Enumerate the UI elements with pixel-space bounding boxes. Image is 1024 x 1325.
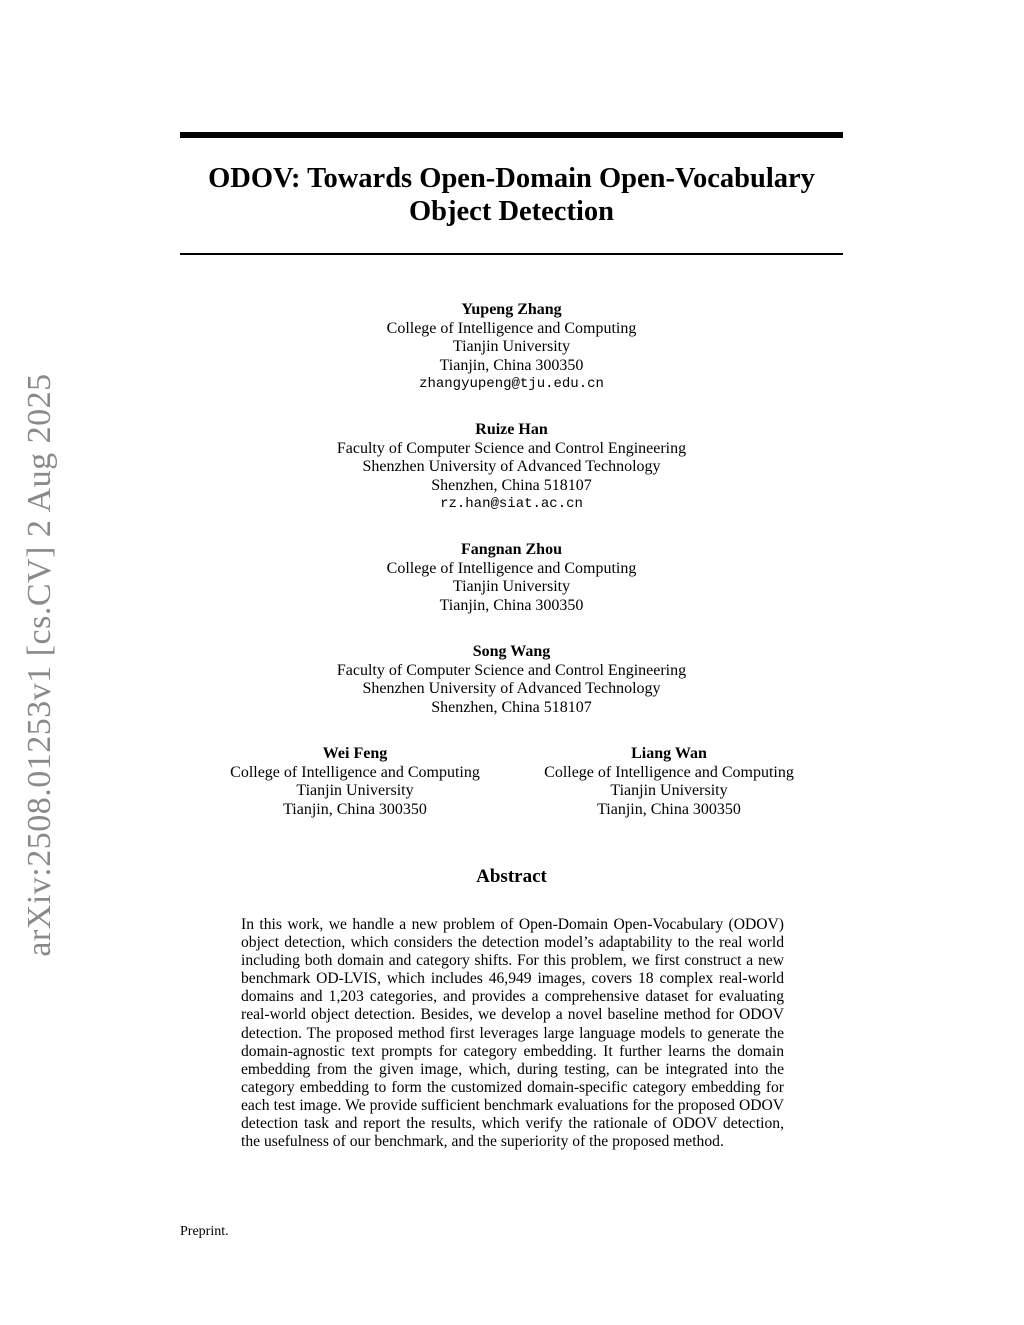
author-email: rz.han@siat.ac.cn <box>440 496 583 512</box>
author-block <box>180 301 843 394</box>
title-bottom-rule <box>180 253 843 255</box>
author-block <box>519 745 819 819</box>
author-affiliation: Shenzhen University of Advanced Technology <box>362 458 661 475</box>
paper-title <box>180 162 843 228</box>
author-address: Shenzhen, China 518107 <box>431 698 592 716</box>
author-name: Fangnan Zhou <box>461 541 562 558</box>
author-address: Tianjin, China 300350 <box>439 356 584 374</box>
title-top-rule <box>180 132 843 138</box>
author-affiliation: Shenzhen University of Advanced Technology <box>362 680 661 697</box>
author-address: Tianjin, China 300350 <box>283 800 427 818</box>
author-name: Ruize Han <box>475 421 548 438</box>
author-affiliation: Tianjin University <box>610 782 728 799</box>
author-affiliation: College of Intelligence and Computing <box>386 559 637 577</box>
author-name: Song Wang <box>472 643 551 660</box>
author-name: Yupeng Zhang <box>461 301 562 318</box>
author-email: zhangyupeng@tju.edu.cn <box>419 376 604 392</box>
title-line: ODOV: Towards Open-Domain Open-Vocabulary <box>208 163 815 194</box>
abstract-heading: Abstract <box>476 866 547 887</box>
author-affiliation: College of Intelligence and Computing <box>544 763 794 781</box>
author-address: Tianjin, China 300350 <box>597 800 741 818</box>
arxiv-identifier: arXiv:2508.01253v1 [cs.CV] 2 Aug 2025 <box>21 373 58 957</box>
author-address: Tianjin, China 300350 <box>439 596 584 614</box>
author-affiliation: Faculty of Computer Science and Control Engineering <box>336 439 687 457</box>
abstract-body: In this work, we handle a new problem of Open-Domain Open-Vocabulary (ODOV) object detection, which considers the detection model’s adaptability to the real world including both domain and category shifts. For this problem, we first construct a new benchmark OD-LVIS, which includes 46,949 images, covers 18 complex real-world domains and 1,203 categories, and provides a comprehensive dataset for evaluating real-world object detection. Besides, we develop a novel baseline method for ODOV detection. The proposed method first leverages large language models to generate the domain-agnostic text prompts for category embedding. It further learns the domain embedding from the given image, which, during testing, can be integrated into the category embedding to form the customized domain-specific category embedding for each test image. We provide sufficient benchmark evaluations for the proposed ODOV detection task and report the results, which verify the rationale of ODOV detection, the usefulness of our benchmark, and the superiority of the proposed method. <box>241 916 784 1151</box>
author-block <box>180 541 843 615</box>
author-address: Shenzhen, China 518107 <box>431 476 592 494</box>
author-affiliation: Faculty of Computer Science and Control Engineering <box>336 661 687 679</box>
author-affiliation: Tianjin University <box>452 578 571 595</box>
author-affiliation: Tianjin University <box>296 782 414 799</box>
author-name: Liang Wan <box>631 745 707 762</box>
title-line: Object Detection <box>409 196 614 227</box>
author-block <box>180 643 843 717</box>
author-block <box>205 745 505 819</box>
author-name: Wei Feng <box>322 745 388 762</box>
author-block <box>180 421 843 514</box>
author-affiliation: College of Intelligence and Computing <box>230 763 480 781</box>
author-affiliation: College of Intelligence and Computing <box>386 319 637 337</box>
author-affiliation: Tianjin University <box>452 338 571 355</box>
preprint-note: Preprint. <box>180 1224 229 1239</box>
